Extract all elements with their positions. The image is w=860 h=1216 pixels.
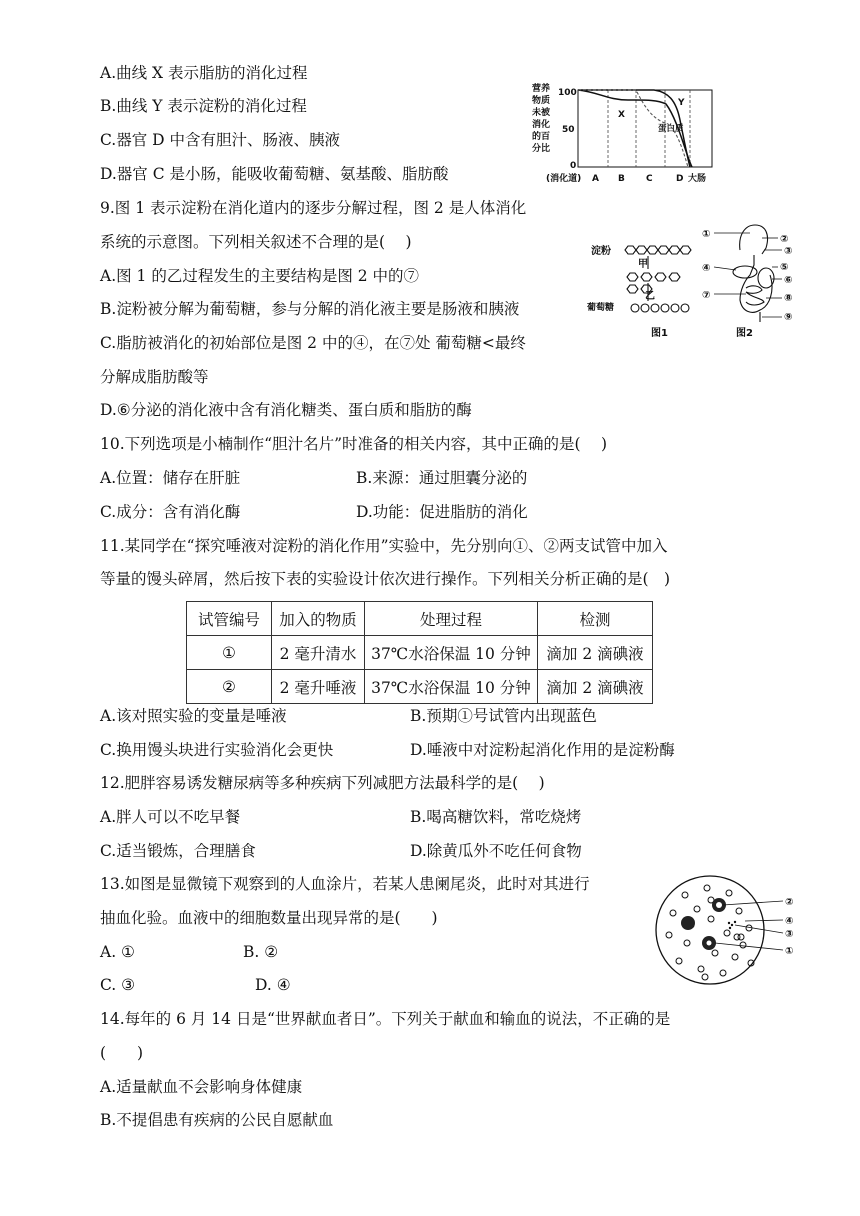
fig-ylabel-2: 物质: [532, 96, 551, 106]
q13-option-a: A. ①: [100, 943, 135, 961]
q13-option-c: C. ③: [100, 976, 136, 994]
fig-xlabel-large-intestine: 大肠: [688, 174, 707, 184]
fig1-jia-label: 甲: [638, 259, 648, 270]
table-header-row: [187, 602, 653, 636]
fig1-caption: 图1: [651, 328, 668, 339]
fig2-num-5: ⑤: [780, 262, 789, 273]
digestive-system-figure: [700, 220, 800, 345]
q14-stem-line2: ( ): [100, 1044, 144, 1062]
platelets: [728, 921, 736, 929]
table-cell: ①: [187, 636, 272, 670]
table-cell: 2 毫升清水: [272, 636, 365, 670]
q10-option-b: B.来源：通过胆囊分泌的: [356, 469, 528, 487]
q8-option-a: A.曲线 X 表示脂肪的消化过程: [100, 64, 308, 82]
q12-stem: 12.肥胖容易诱发糖尿病等多种疾病下列减肥方法最科学的是( ): [100, 774, 545, 792]
q8-option-b: B.曲线 Y 表示淀粉的消化过程: [100, 97, 307, 115]
q11-option-b: B.预期①号试管内出现蓝色: [410, 707, 597, 725]
table-cell: 滴加 2 滴碘液: [538, 636, 653, 670]
fig-ytick-50: 50: [562, 125, 575, 135]
q13-option-b: B. ②: [243, 943, 279, 961]
fig-protein-label: 蛋白质: [658, 124, 684, 134]
fig2-leader-lines: [714, 233, 782, 317]
fig2-num-4: ④: [702, 263, 711, 274]
fig1-yi-label: 乙: [645, 291, 655, 302]
q11-stem-line1: 11.某同学在“探究唾液对淀粉的消化作用”实验中，先分别向①、②两支试管中加入: [100, 537, 668, 555]
table-row: [187, 670, 653, 704]
fig-ylabel-1: 营养: [532, 84, 551, 94]
fig-ytick-100: 100: [558, 88, 577, 98]
q13-stem-line2: 抽血化验。血液中的细胞数量出现异常的是( ): [100, 909, 438, 927]
fig1-starch-label: 淀粉: [591, 246, 611, 257]
q10-stem: 10.下列选项是小楠制作“胆汁名片”时准备的相关内容，其中正确的是( ): [100, 435, 608, 453]
fig2-num-1: ①: [702, 229, 711, 240]
q13-option-d: D. ④: [255, 976, 291, 994]
table-row: [187, 636, 653, 670]
fig-frame: [578, 90, 712, 167]
q9-option-a: A.图 1 的乙过程发生的主要结构是图 2 中的⑦: [100, 267, 420, 285]
fig2-caption: 图2: [736, 328, 753, 339]
table-cell: 37℃水浴保温 10 分钟: [365, 670, 538, 704]
fig-curve-x-label: X: [618, 110, 625, 120]
q9-stem-line2: 系统的示意图。下列相关叙述不合理的是( ): [100, 233, 412, 251]
fig-xlabel-a: A: [592, 174, 599, 184]
fig-xlabel-tract: (消化道): [546, 174, 582, 184]
q14-option-b: B.不提倡患有疾病的公民自愿献血: [100, 1111, 334, 1129]
fig2-num-2: ②: [780, 234, 789, 245]
fig1-glucose-label: 葡萄糖: [587, 303, 615, 313]
q8-option-d: D.器官 C 是小肠，能吸收葡萄糖、氨基酸、脂肪酸: [100, 165, 449, 183]
q11-stem-line2: 等量的馒头碎屑，然后按下表的实验设计依次进行操作。下列相关分析正确的是( ): [100, 570, 671, 588]
smear-label-2: ②: [785, 897, 794, 908]
smear-label-3: ③: [785, 929, 794, 940]
q12-option-b: B.喝高糖饮料，常吃烧烤: [410, 808, 582, 826]
q10-option-a: A.位置：储存在肝脏: [100, 469, 241, 487]
blood-smear-figure: [655, 873, 805, 993]
table-header-cell: 加入的物质: [272, 602, 365, 636]
fig2-num-8: ⑧: [784, 293, 793, 304]
table-cell: ②: [187, 670, 272, 704]
smear-label-1: ①: [785, 946, 794, 957]
fig-ytick-0: 0: [570, 161, 577, 171]
fig2-num-3: ③: [784, 246, 793, 257]
q13-stem-line1: 13.如图是显微镜下观察到的人血涂片，若某人患阑尾炎，此时对其进行: [100, 875, 590, 893]
smear-label-4: ④: [785, 916, 794, 927]
white-blood-cells: [681, 898, 726, 950]
fig-ylabel-6: 分比: [532, 144, 551, 154]
q11-option-d: D.唾液中对淀粉起消化作用的是淀粉酶: [410, 741, 675, 759]
q9-stem-line1: 9.图 1 表示淀粉在消化道内的逐步分解过程，图 2 是人体消化: [100, 199, 527, 217]
fig-xlabel-c: C: [646, 174, 653, 184]
starch-breakdown-figure: [585, 235, 695, 345]
q9-option-c-cont: 分解成脂肪酸等: [100, 368, 209, 386]
fig2-body-outline: [733, 225, 774, 322]
q14-stem-line1: 14.每年的 6 月 14 日是“世界献血者日”。下列关于献血和输血的说法，不正确的是: [100, 1010, 671, 1028]
fig2-num-7: ⑦: [702, 290, 711, 301]
table-header-cell: 试管编号: [187, 602, 272, 636]
table-header-cell: 处理过程: [365, 602, 538, 636]
q9-option-b: B.淀粉被分解为葡萄糖，参与分解的消化液主要是肠液和胰液: [100, 300, 520, 318]
table-cell: 滴加 2 滴碘液: [538, 670, 653, 704]
table-cell: 37℃水浴保温 10 分钟: [365, 636, 538, 670]
q12-option-c: C.适当锻炼，合理膳食: [100, 842, 256, 860]
q10-option-c: C.成分：含有消化酶: [100, 503, 241, 521]
fig-ylabel-4: 消化: [532, 120, 551, 130]
q14-option-a: A.适量献血不会影响身体健康: [100, 1078, 303, 1096]
fig-xlabel-b: B: [618, 174, 625, 184]
microscope-field: [656, 876, 764, 984]
fig2-num-9: ⑨: [784, 312, 793, 323]
red-blood-cells: [666, 885, 754, 980]
digestion-curve-figure: [528, 80, 718, 184]
table-cell: 2 毫升唾液: [272, 670, 365, 704]
fig-xlabel-d: D: [676, 174, 684, 184]
table-header-cell: 检测: [538, 602, 653, 636]
q9-option-d: D.⑥分泌的消化液中含有消化糖类、蛋白质和脂肪的酶: [100, 401, 472, 419]
fig1-molecules: [625, 246, 691, 312]
fig-ylabel-5: 的百: [532, 132, 551, 142]
q11-option-a: A.该对照实验的变量是唾液: [100, 707, 287, 725]
fig2-num-6: ⑥: [784, 275, 793, 286]
q12-option-d: D.除黄瓜外不吃任何食物: [410, 842, 582, 860]
q11-experiment-table: [186, 601, 653, 704]
q10-option-d: D.功能：促进脂肪的消化: [356, 503, 528, 521]
q11-option-c: C.换用馒头块进行实验消化会更快: [100, 741, 334, 759]
fig-ylabel-3: 未被: [532, 108, 551, 118]
q12-option-a: A.胖人可以不吃早餐: [100, 808, 241, 826]
fig-curve-y-label: Y: [678, 98, 685, 108]
q8-option-c: C.器官 D 中含有胆汁、肠液、胰液: [100, 131, 341, 149]
q9-option-c: C.脂肪被消化的初始部位是图 2 中的④，在⑦处 葡萄糖<最终: [100, 334, 526, 352]
